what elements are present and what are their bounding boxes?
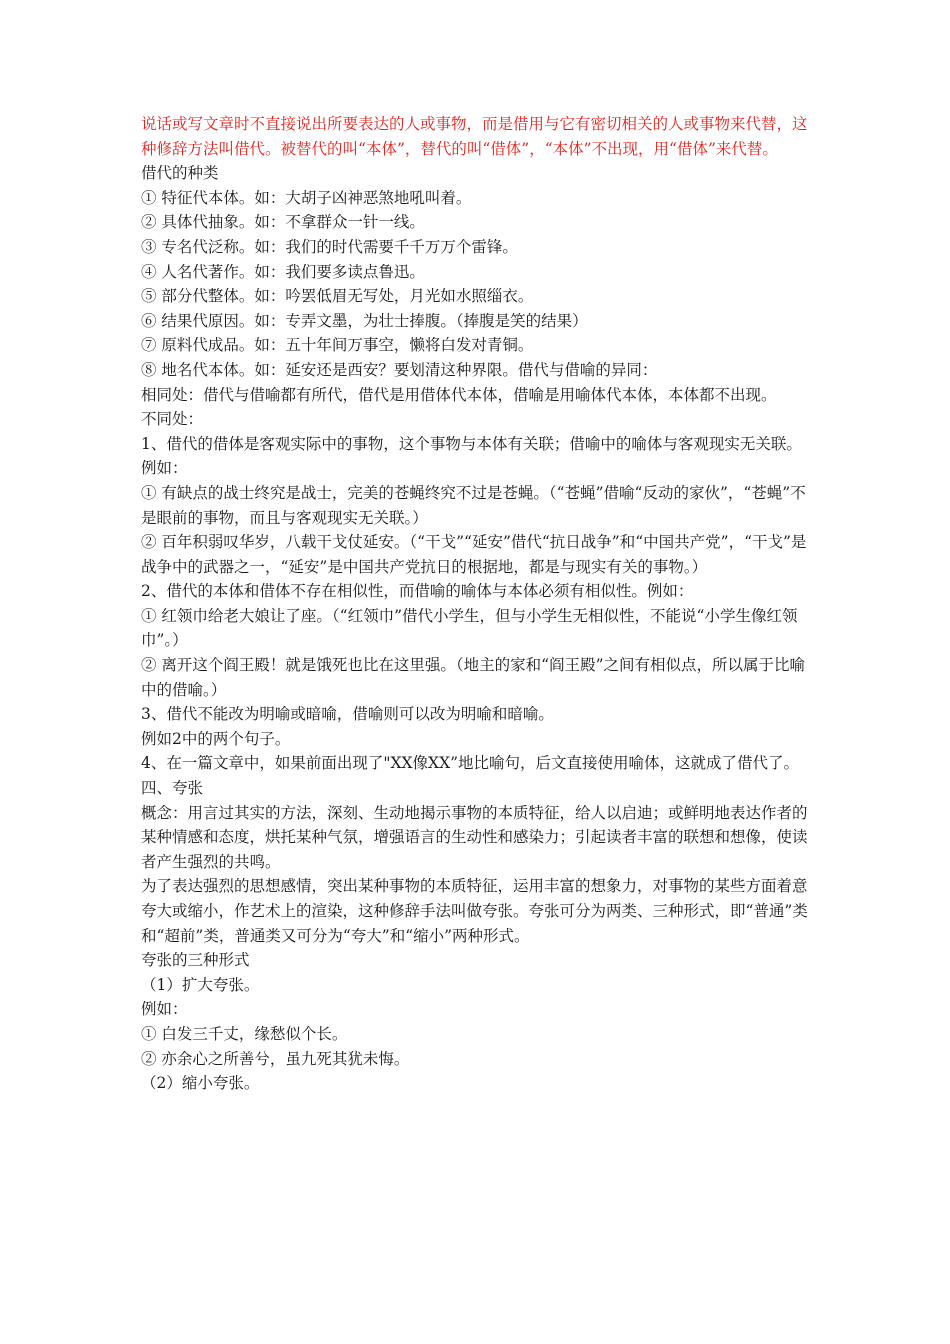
section-heading-types: 借代的种类 [141, 164, 219, 183]
intro-terms-text: 被替代的叫“本体”，替代的叫“借体”，“本体”不出现，用“借体”来代替。 [280, 139, 778, 158]
paragraph-concept: 概念：用言过其实的方法，深刻、生动地揭示事物的本质特征，给人以启迪；或鲜明地表达作者的某种情感和态度，烘托某种气氛，增强语言的生动性和感染力；引起读者丰富的联想和想像，使读者产生强烈的共鸣。 [141, 803, 808, 871]
list-item: ⑤ 部分代整体。如：吟罢低眉无写处，月光如水照缁衣。 [141, 287, 534, 306]
subheading-shrink: （2）缩小夸张。 [141, 1074, 260, 1093]
paragraph-similarity: 相同处：借代与借喻都有所代，借代是用借体代本体，借喻是用喻体代本体，本体都不出现。 [141, 385, 777, 404]
example-item: ① 红领巾给老大娘让了座。（“红领巾”借代小学生，但与小学生无相似性，不能说“小学生像红领巾”。） [141, 606, 798, 650]
list-item: ④ 人名代著作。如：我们要多读点鲁迅。 [141, 262, 425, 281]
document-body [141, 112, 811, 1096]
example-item: ② 百年积弱叹华岁，八载干戈仗延安。（“干戈”“延安”借代“抗日战争”和“中国共产党”，“干戈”是战争中的武器之一，“延安”是中国共产党抗日的根据地，都是与现实有关的事物。） [141, 533, 807, 576]
list-item: ② 具体代抽象。如：不拿群众一针一线。 [141, 213, 425, 232]
paragraph-point: 4、在一篇文章中，如果前面出现了"XX像XX”地比喻句，后文直接使用喻体，这就成了借代了。 [141, 754, 800, 773]
paragraph-point: 2、借代的本体和借体不存在相似性，而借喻的喻体与本体必须有相似性。例如： [141, 582, 694, 601]
list-item: ⑥ 结果代原因。如：专弄文墨，为壮士捧腹。（捧腹是笑的结果） [141, 311, 588, 330]
paragraph-point: 3、借代不能改为明喻或暗喻，借喻则可以改为明喻和暗喻。 [141, 705, 554, 724]
section-heading-exaggeration: 四、夸张 [141, 779, 204, 798]
paragraph-point: 1、借代的借体是客观实际中的事物，这个事物与本体有关联；借喻中的喻体与客观现实无关联。例如： [141, 434, 802, 478]
list-item: ① 特征代本体。如：大胡子凶神恶煞地吼叫着。 [141, 188, 472, 207]
example-item: ① 有缺点的战士终究是战士，完美的苍蝇终究不过是苍蝇。（“苍蝇”借喻“反动的家伙”，“苍蝇”不是眼前的事物，而且与客观现实无关联。） [141, 483, 806, 527]
example-item: ② 离开这个阎王殿！就是饿死也比在这里强。（地主的家和“阎王殿”之间有相似点，所以属于比喻中的借喻。） [141, 656, 806, 699]
subheading-forms: 夸张的三种形式 [141, 951, 250, 970]
intro-definition-text: 说话或写文章时不直接说出所要表达的人或事物，而是借用与它有密切相关的人或事物来代替，这种修辞方法叫借代。 [141, 115, 808, 158]
paragraph-difference-heading: 不同处： [141, 410, 204, 429]
list-item: ⑦ 原料代成品。如：五十年间万事空，懒将白发对青铜。 [141, 336, 534, 355]
paragraph-definition: 为了表达强烈的思想感情，突出某种事物的本质特征，运用丰富的想象力，对事物的某些方面着意夸大或缩小，作艺术上的渲染，这种修辞手法叫做夸张。夸张可分为两类、三种形式，即“普通”类和“超前”类，普通类又可分为“夸大”和“缩小”两种形式。 [141, 877, 808, 945]
list-item: ⑧ 地名代本体。如：延安还是西安？要划清这种界限。借代与借喻的异同： [141, 360, 658, 379]
example-item: ① 白发三千丈，缘愁似个长。 [141, 1024, 348, 1043]
subheading-expand: （1）扩大夸张。 [141, 975, 260, 994]
example-item: ② 亦余心之所善兮，虽九死其犹未悔。 [141, 1049, 410, 1068]
paragraph-example-label: 例如： [141, 1000, 188, 1019]
list-item: ③ 专名代泛称。如：我们的时代需要千千万万个雷锋。 [141, 237, 518, 256]
paragraph-note: 例如2中的两个句子。 [141, 729, 291, 748]
intro-paragraph [141, 112, 811, 161]
